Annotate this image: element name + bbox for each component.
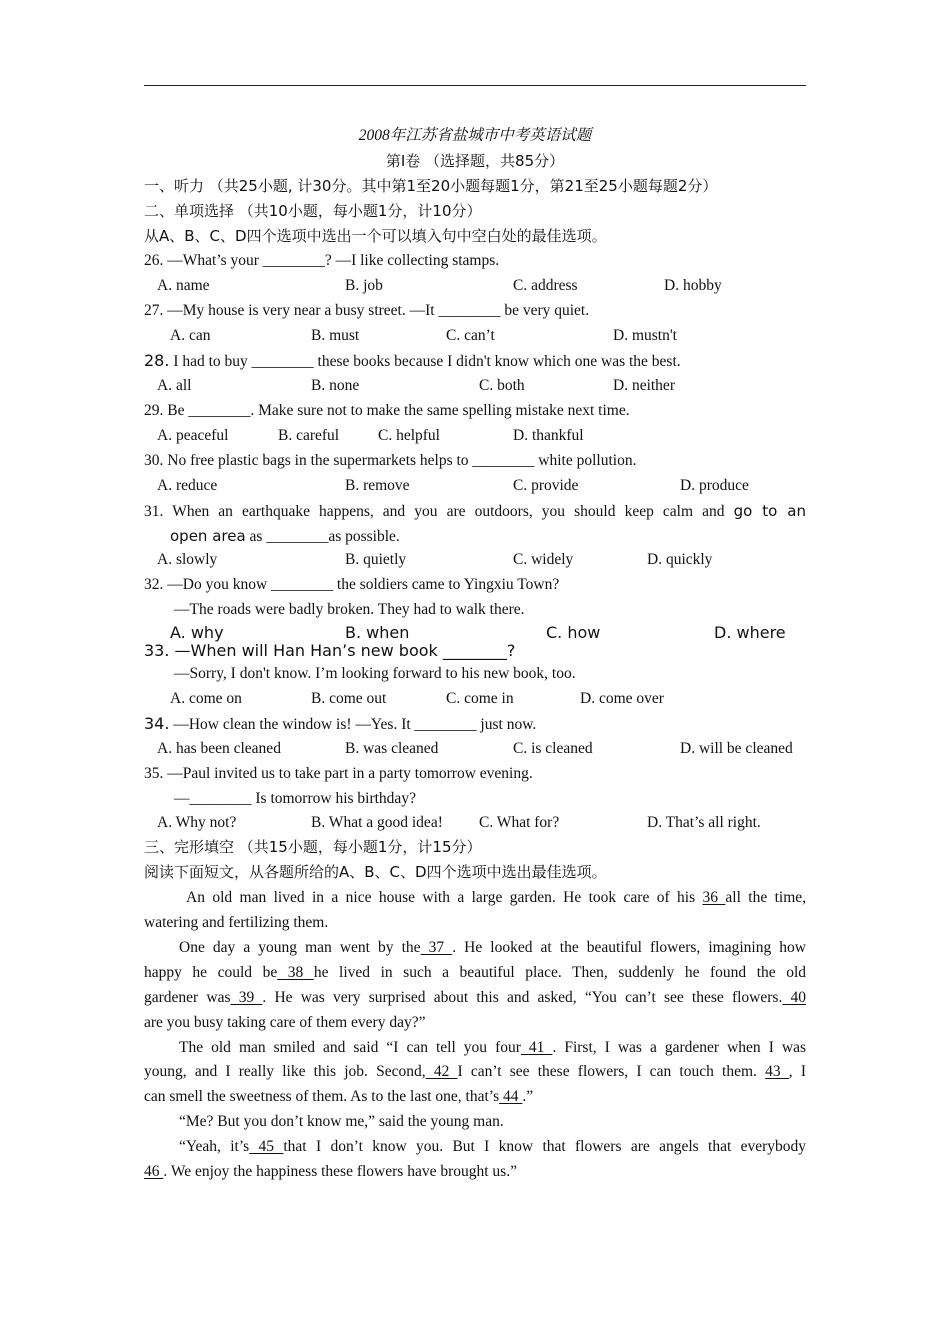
passage-p5-line1: “Yeah, it’s 45 that I don’t know you. But I know that flowers are angels that everybody — [179, 1138, 807, 1155]
blank-37: 37 — [420, 939, 453, 956]
option-a: A. why — [170, 623, 224, 642]
option-b: B. none — [311, 377, 360, 394]
option-d: D. hobby — [664, 277, 722, 294]
option-d: D. mustn't — [613, 327, 677, 344]
passage-p2-line1: One day a young man went by the 37 . He looked at the beautiful flowers, imagining how — [179, 939, 806, 956]
option-a: A. slowly — [157, 551, 218, 568]
option-d: D. neither — [613, 377, 675, 394]
question-28: 28. I had to buy ________ these books because I didn't know which one was the best. — [144, 351, 681, 370]
option-c: C. widely — [513, 551, 574, 568]
question-33-reply: —Sorry, I don't know. I’m looking forward to his new book, too. — [174, 665, 576, 682]
option-c: C. can’t — [446, 327, 495, 344]
section-cloze: 三、完形填空 （共15小题，每小题1分，计15分） — [144, 838, 482, 856]
option-c: C. how — [546, 623, 601, 642]
option-c: C. helpful — [378, 427, 440, 444]
blank-43: 43 — [765, 1063, 789, 1080]
option-b: B. must — [311, 327, 360, 344]
question-33: 33. —When will Han Han’s new book ________? — [144, 641, 516, 660]
passage-p2-line4: are you busy taking care of them every day?” — [144, 1014, 426, 1031]
option-b: B. quietly — [345, 551, 407, 568]
blank-45: 45 — [249, 1138, 284, 1155]
passage-p1-line2: watering and fertilizing them. — [144, 914, 329, 931]
option-c: C. What for? — [479, 814, 560, 831]
blank-36: 36 — [702, 889, 726, 906]
option-a: A. has been cleaned — [157, 740, 281, 757]
question-31-cont: open area as ________as possible. — [170, 527, 400, 545]
question-31: 31. When an earthquake happens, and you are outdoors, you should keep calm and go to an — [144, 502, 806, 520]
section-instruction: 从A、B、C、D四个选项中选出一个可以填入句中空白处的最佳选项。 — [144, 227, 607, 245]
option-b: B. What a good idea! — [311, 814, 443, 831]
option-d: D. produce — [680, 477, 749, 494]
option-a: A. name — [157, 277, 210, 294]
passage-p5-line2: 46 . We enjoy the happiness these flowers have brought us.” — [144, 1163, 517, 1180]
blank-41: 41 — [520, 1039, 553, 1056]
option-a: A. can — [170, 327, 211, 344]
option-c: C. is cleaned — [513, 740, 593, 757]
blank-44: 44 — [499, 1088, 523, 1105]
blank-42: 42 — [425, 1063, 458, 1080]
passage-p1-line1: An old man lived in a nice house with a large garden. He took care of his 36 all the time, — [186, 889, 807, 906]
passage-p3-line3: can smell the sweetness of them. As to the last one, that’s 44 .” — [144, 1088, 534, 1105]
option-b: B. job — [345, 277, 383, 294]
section-listening: 一、听力 （共25小题, 计30分。其中第1至20小题每题1分，第21至25小题每题2分） — [144, 177, 718, 195]
blank-38: 38 — [277, 964, 314, 981]
question-32: 32. —Do you know ________ the soldiers came to Yingxiu Town? — [144, 576, 560, 593]
question-34: 34. —How clean the window is! —Yes. It ________ just now. — [144, 714, 537, 733]
option-d: D. That’s all right. — [647, 814, 761, 831]
option-c: C. both — [479, 377, 525, 394]
option-a: A. come on — [170, 690, 242, 707]
option-c: C. come in — [446, 690, 514, 707]
passage-p2-line3: gardener was 39 . He was very surprised about this and asked, “You can’t see these flowers. 40 — [144, 989, 807, 1006]
part-heading: 第Ⅰ卷 （选择题，共85分） — [385, 152, 565, 170]
blank-40: 40 — [782, 989, 807, 1006]
option-b: B. careful — [278, 427, 340, 444]
option-c: C. provide — [513, 477, 579, 494]
option-d: D. quickly — [647, 551, 713, 568]
question-35-reply: —________ Is tomorrow his birthday? — [174, 790, 416, 807]
question-32-reply: —The roads were badly broken. They had to walk there. — [174, 601, 525, 618]
question-30: 30. No free plastic bags in the supermarkets helps to ________ white pollution. — [144, 452, 637, 469]
header-rule — [144, 85, 806, 86]
option-d: D. where — [714, 623, 786, 642]
option-a: A. peaceful — [157, 427, 229, 444]
section-single-choice: 二、单项选择 （共10小题，每小题1分，计10分） — [144, 202, 482, 220]
option-d: D. will be cleaned — [680, 740, 793, 757]
option-a: A. Why not? — [157, 814, 237, 831]
option-c: C. address — [513, 277, 578, 294]
exam-title: 2008年江苏省盐城市中考英语试题 — [358, 127, 592, 144]
passage-p2-line2: happy he could be 38 he lived in such a beautiful place. Then, suddenly he found the old — [144, 964, 807, 981]
passage-p3-line1: The old man smiled and said “I can tell you four 41 . First, I was a gardener when I was — [179, 1039, 806, 1056]
cloze-instruction: 阅读下面短文，从各题所给的A、B、C、D四个选项中选出最佳选项。 — [144, 863, 607, 881]
option-a: A. reduce — [157, 477, 218, 494]
question-26: 26. —What’s your ________? —I like collecting stamps. — [144, 252, 500, 269]
option-d: D. come over — [580, 690, 664, 707]
option-a: A. all — [157, 377, 192, 394]
question-35: 35. —Paul invited us to take part in a party tomorrow evening. — [144, 765, 533, 782]
question-27: 27. —My house is very near a busy street. —It ________ be very quiet. — [144, 302, 590, 319]
option-b: B. was cleaned — [345, 740, 439, 757]
blank-46: 46 — [144, 1163, 164, 1180]
question-29: 29. Be ________. Make sure not to make the same spelling mistake next time. — [144, 402, 630, 419]
blank-39: 39 — [230, 989, 263, 1006]
option-b: B. come out — [311, 690, 387, 707]
option-b: B. when — [345, 623, 410, 642]
option-b: B. remove — [345, 477, 410, 494]
passage-p4: “Me? But you don’t know me,” said the young man. — [179, 1113, 504, 1130]
passage-p3-line2: young, and I really like this job. Second, 42 I can’t see these flowers, I can touch them. 43 , I — [144, 1063, 807, 1080]
option-d: D. thankful — [513, 427, 584, 444]
